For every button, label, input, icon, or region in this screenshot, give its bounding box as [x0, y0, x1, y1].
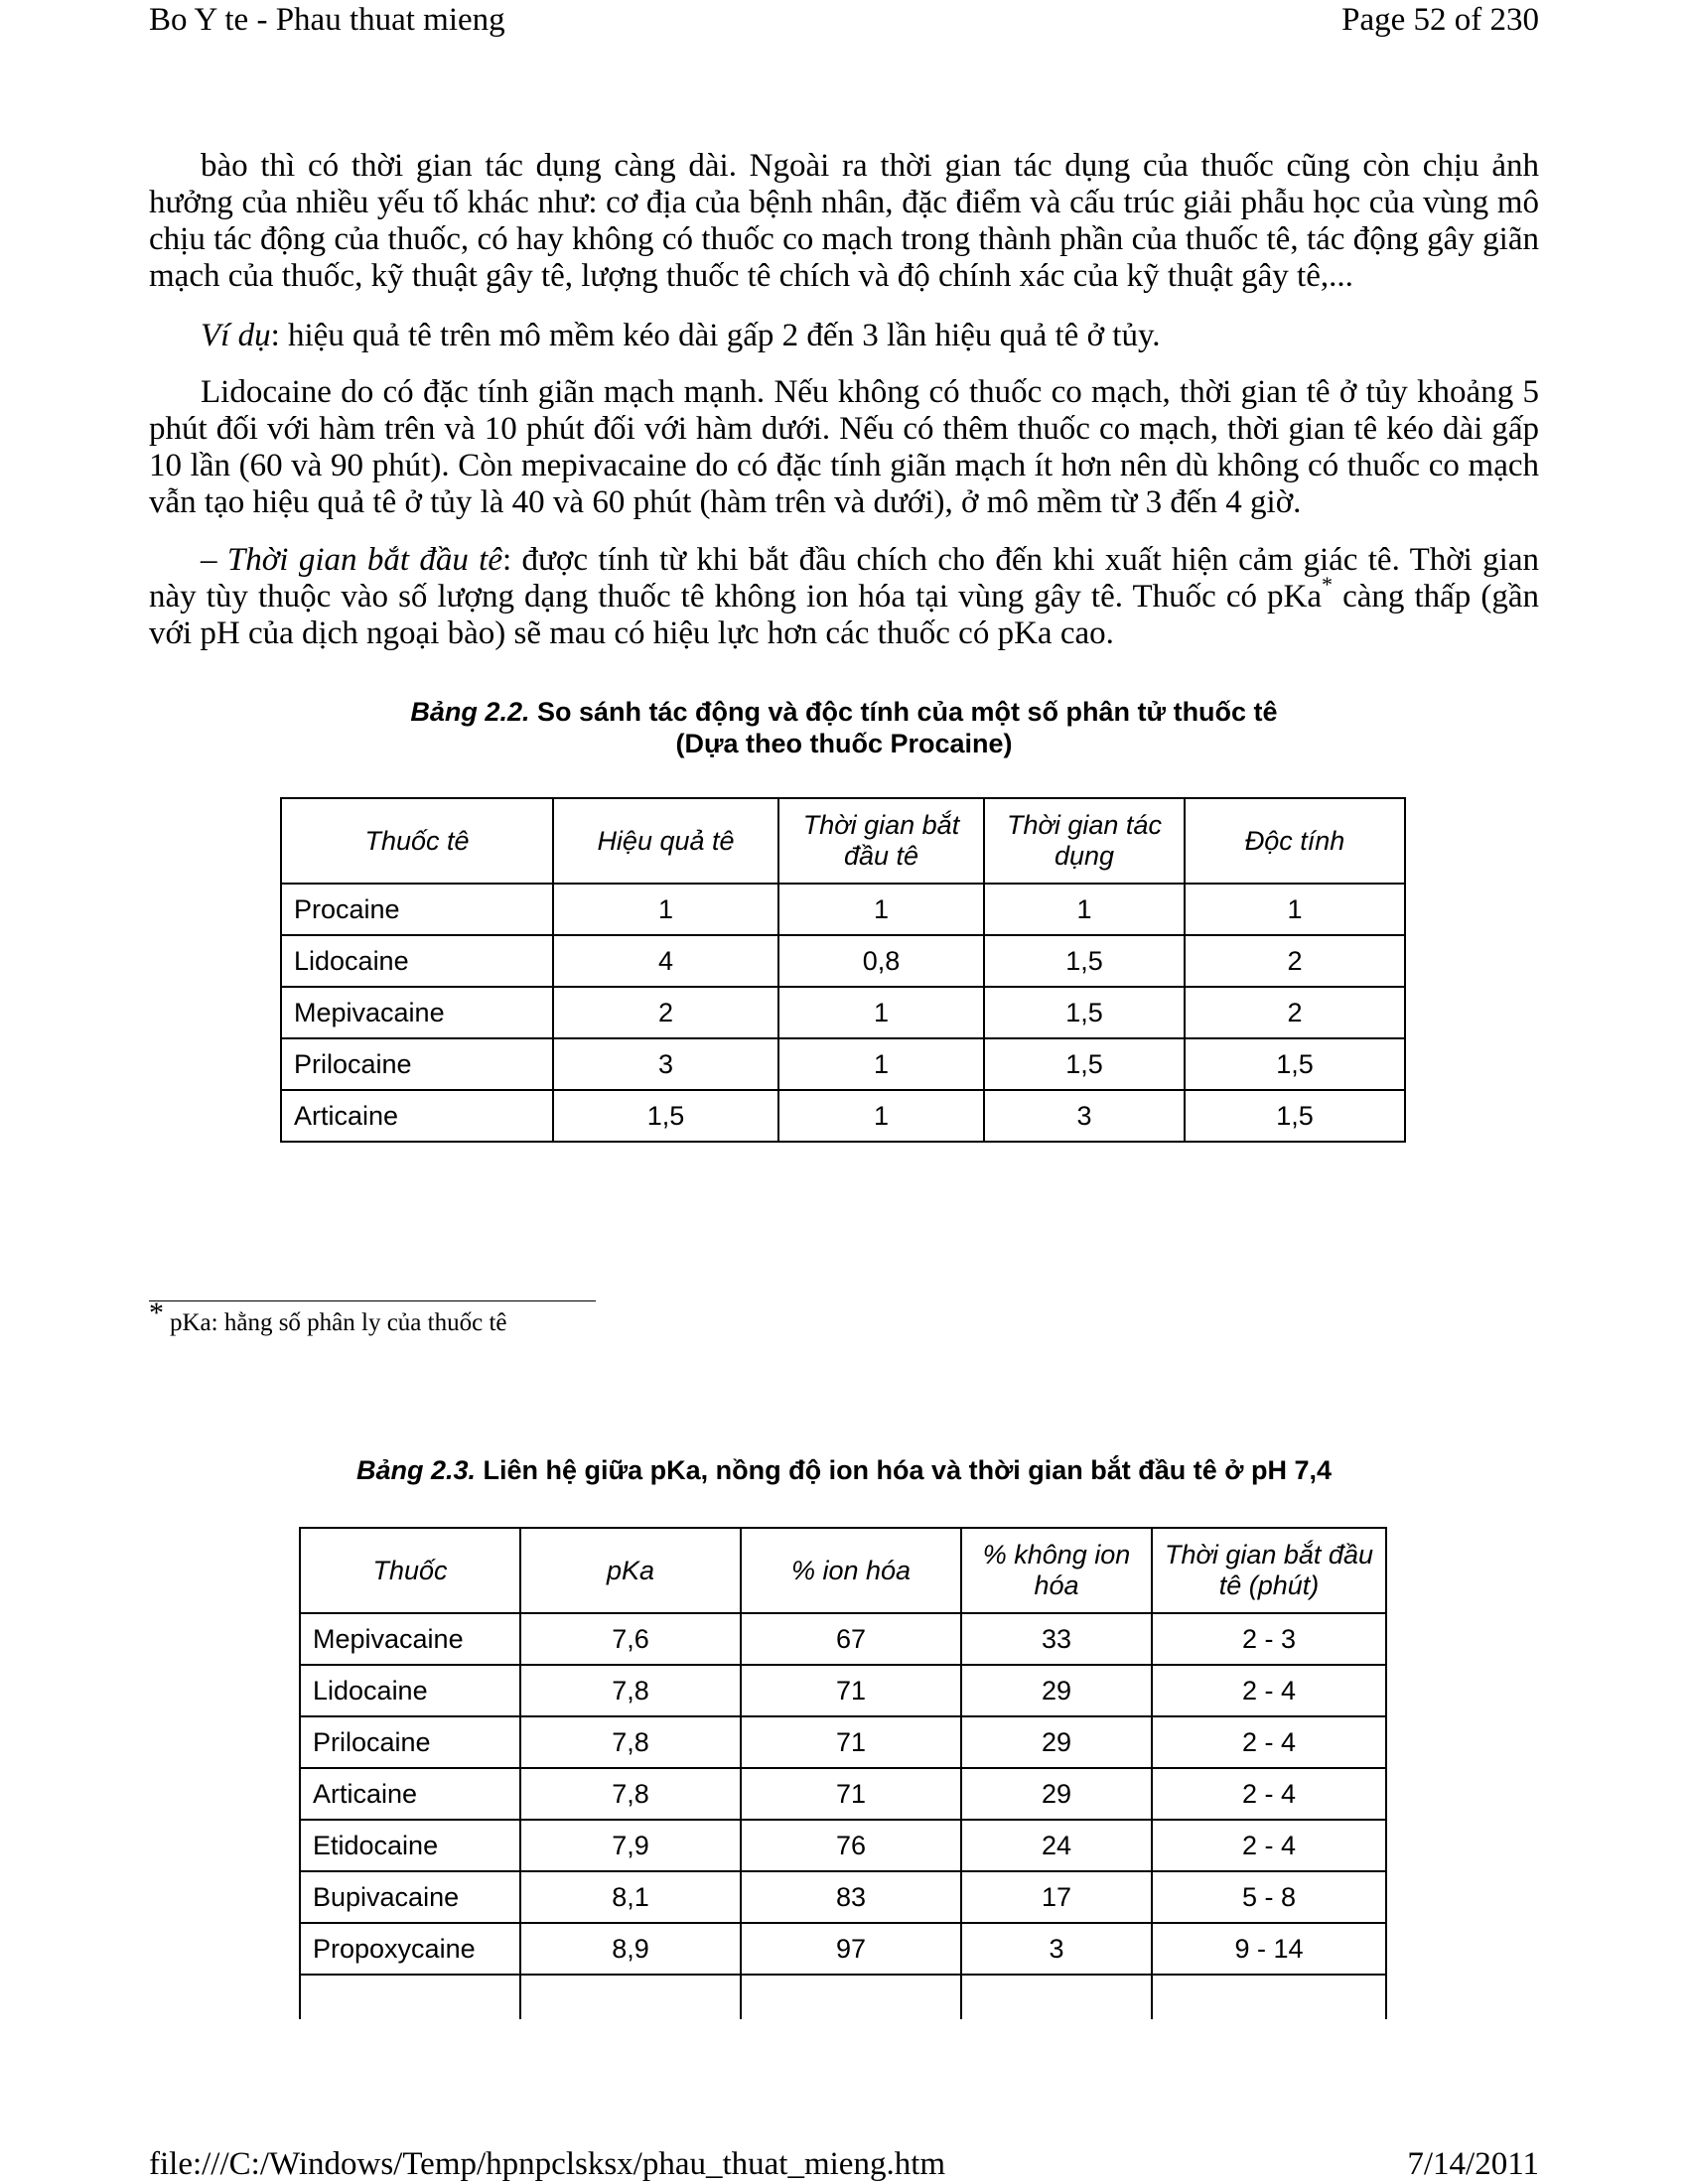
page-number: Page 52 of 230 [1341, 2, 1539, 38]
table-cell: 2 - 4 [1152, 1716, 1386, 1768]
table-cell: 1 [778, 884, 984, 935]
table-cell: 2 - 4 [1152, 1768, 1386, 1820]
onset-label: – Thời gian bắt đầu tê [201, 542, 502, 578]
table-cell-empty [961, 1975, 1152, 2019]
footnote-separator [149, 1300, 596, 1301]
table-cell: Articaine [300, 1768, 520, 1820]
table-cell: 1,5 [553, 1090, 778, 1142]
table-row [300, 1923, 1386, 1975]
table-cell: 3 [961, 1923, 1152, 1975]
body-paragraph-example [149, 318, 1539, 354]
page-header-title: Bo Y te - Phau thuat mieng [149, 2, 505, 38]
table-cell: Mepivacaine [300, 1613, 520, 1665]
table-cell: Prilocaine [281, 1038, 553, 1090]
table-cell: Propoxycaine [300, 1923, 520, 1975]
table-cell: 9 - 14 [1152, 1923, 1386, 1975]
table-cell: 29 [961, 1665, 1152, 1716]
anesthetic-comparison-table [280, 797, 1406, 1143]
table-cell: 4 [553, 935, 778, 987]
table-cell: Lidocaine [300, 1665, 520, 1716]
table2-caption [149, 1454, 1539, 1486]
column-header: Thời gian bắt đầu tê (phút) [1152, 1528, 1386, 1613]
table-row [281, 1090, 1405, 1142]
table-cell: 2 - 4 [1152, 1820, 1386, 1871]
table-cell: 7,8 [520, 1716, 741, 1768]
table-cell: 2 - 4 [1152, 1665, 1386, 1716]
table-row [300, 1820, 1386, 1871]
footnote-text: pKa: hằng số phân ly của thuốc tê [170, 1309, 507, 1336]
column-header: % không ion hóa [961, 1528, 1152, 1613]
table-cell: Bupivacaine [300, 1871, 520, 1923]
column-header: Thuốc [300, 1528, 520, 1613]
table-cell: 8,1 [520, 1871, 741, 1923]
table2-caption-text: Liên hệ giữa pKa, nồng độ ion hóa và thời gian bắt đầu tê ở pH 7,4 [476, 1455, 1333, 1485]
body-paragraph-lidocaine [149, 374, 1539, 521]
table-row [281, 884, 1405, 935]
table-cell: 7,8 [520, 1768, 741, 1820]
table-cell: 7,8 [520, 1665, 741, 1716]
table-cell: 2 [1185, 987, 1405, 1038]
table-cell: 1 [553, 884, 778, 935]
table-row [281, 987, 1405, 1038]
table-cell: 1,5 [1185, 1038, 1405, 1090]
table-row [300, 1871, 1386, 1923]
table-cell: Lidocaine [281, 935, 553, 987]
column-header: Độc tính [1185, 798, 1405, 884]
table-cell-empty [741, 1975, 961, 2019]
example-text: : hiệu quả tê trên mô mềm kéo dài gấp 2 đến 3 lần hiệu quả tê ở tủy. [270, 318, 1161, 353]
table1-caption [149, 696, 1539, 759]
body-paragraph-1 [149, 148, 1539, 295]
table-row [281, 1038, 1405, 1090]
table-cell: 2 [553, 987, 778, 1038]
table-cell: 17 [961, 1871, 1152, 1923]
paragraph-text: Lidocaine do có đặc tính giãn mạch mạnh. Nếu không có thuốc co mạch, thời gian tê ở tủy khoảng 5 phút đối với hàm trên và 10 phút đối với hàm dưới. Nếu có thêm thuốc co mạch, thời gian tê kéo dài gấp 10 lần (60 và 90 phút). Còn mepivacaine do có đặc tính giãn mạch ít hơn nên dù không có thuốc co mạch vẫn tạo hiệu quả tê ở tủy là 40 và 60 phút (hàm trên và dưới), ở mô mềm từ 3 đến 4 giờ. [149, 374, 1539, 520]
body-paragraph-onset [149, 542, 1539, 652]
table-cell: 76 [741, 1820, 961, 1871]
table-cell: 3 [553, 1038, 778, 1090]
table-cell: 71 [741, 1768, 961, 1820]
table-header-row [281, 798, 1405, 884]
table-header-row [300, 1528, 1386, 1613]
paragraph-text: bào thì có thời gian tác dụng càng dài. Ngoài ra thời gian tác dụng của thuốc cũng còn chịu ảnh hưởng của nhiều yếu tố khác như: cơ địa của bệnh nhân, đặc điểm và cấu trúc giải phẫu học của vùng mô chịu tác động của thuốc, có hay không có thuốc co mạch trong thành phần của thuốc tê, tác động gây giãn mạch của thuốc, kỹ thuật gây tê, lượng thuốc tê chích và độ chính xác của kỹ thuật gây tê,... [149, 148, 1539, 294]
footnote-ref: * [1322, 572, 1334, 597]
table-cell: 1 [778, 1090, 984, 1142]
table-cell-empty [300, 1975, 520, 2019]
table-cell: 7,6 [520, 1613, 741, 1665]
table-row [300, 1613, 1386, 1665]
table-cell: 1,5 [984, 935, 1185, 987]
table-cell: 8,9 [520, 1923, 741, 1975]
table-cell: 1 [984, 884, 1185, 935]
table-cell: 24 [961, 1820, 1152, 1871]
table-row [300, 1716, 1386, 1768]
table-cell: 33 [961, 1613, 1152, 1665]
table-cell: Etidocaine [300, 1820, 520, 1871]
table-cell: 1,5 [984, 987, 1185, 1038]
footnote-mark: * [149, 1297, 164, 1329]
table-cell: 1,5 [984, 1038, 1185, 1090]
table1-caption-subtitle: (Dựa theo thuốc Procaine) [675, 729, 1013, 758]
table-cell: Prilocaine [300, 1716, 520, 1768]
onset-text-a: : được tính từ khi bắt đầu chích cho đến khi xuất hiện cảm giác tê. Thời gian này tùy thuộc vào số lượng dạng thuốc tê không ion hóa tại vùng gây tê. Thuốc có pKa [149, 542, 1539, 614]
table-cell: 1 [1185, 884, 1405, 935]
table-cell-empty [1152, 1975, 1386, 2019]
table-cell: 97 [741, 1923, 961, 1975]
column-header: Thời gian tác dụng [984, 798, 1185, 884]
table-cell-empty [520, 1975, 741, 2019]
table-row [300, 1665, 1386, 1716]
onset-text-b: càng thấp (gần với pH của dịch ngoại bào) sẽ mau có hiệu lực hơn các thuốc có pKa cao. [149, 579, 1540, 651]
table1-caption-text: So sánh tác động và độc tính của một số phân tử thuốc tê [529, 697, 1278, 727]
table-cell: 2 - 3 [1152, 1613, 1386, 1665]
table-cell: 67 [741, 1613, 961, 1665]
column-header: % ion hóa [741, 1528, 961, 1613]
table-cell: 29 [961, 1716, 1152, 1768]
table-row [281, 935, 1405, 987]
column-header: Thuốc tê [281, 798, 553, 884]
footer-file-path: file:///C:/Windows/Temp/hpnpclsksx/phau_thuat_mieng.htm [149, 2146, 946, 2182]
table-cell: 7,9 [520, 1820, 741, 1871]
table-cell: 1 [778, 1038, 984, 1090]
footer-date: 7/14/2011 [1407, 2146, 1539, 2182]
footnote [149, 1297, 507, 1338]
table-cell: 0,8 [778, 935, 984, 987]
table-cell: 5 - 8 [1152, 1871, 1386, 1923]
table-cell: 3 [984, 1090, 1185, 1142]
table-cell: 2 [1185, 935, 1405, 987]
table-cell: 71 [741, 1665, 961, 1716]
table-row-empty [300, 1975, 1386, 2019]
table-cell: Articaine [281, 1090, 553, 1142]
column-header: Thời gian bắt đầu tê [778, 798, 984, 884]
table-row [300, 1768, 1386, 1820]
column-header: pKa [520, 1528, 741, 1613]
table-cell: Procaine [281, 884, 553, 935]
table-cell: 1,5 [1185, 1090, 1405, 1142]
pka-ionization-table [299, 1527, 1387, 2019]
example-label: Ví dụ [201, 318, 271, 353]
table-cell: 1 [778, 987, 984, 1038]
column-header: Hiệu quả tê [553, 798, 778, 884]
table-cell: 29 [961, 1768, 1152, 1820]
table-cell: 83 [741, 1871, 961, 1923]
table2-caption-label: Bảng 2.3. [355, 1455, 477, 1485]
table-cell: Mepivacaine [281, 987, 553, 1038]
table1-caption-label: Bảng 2.2. [410, 697, 530, 727]
table-cell: 71 [741, 1716, 961, 1768]
